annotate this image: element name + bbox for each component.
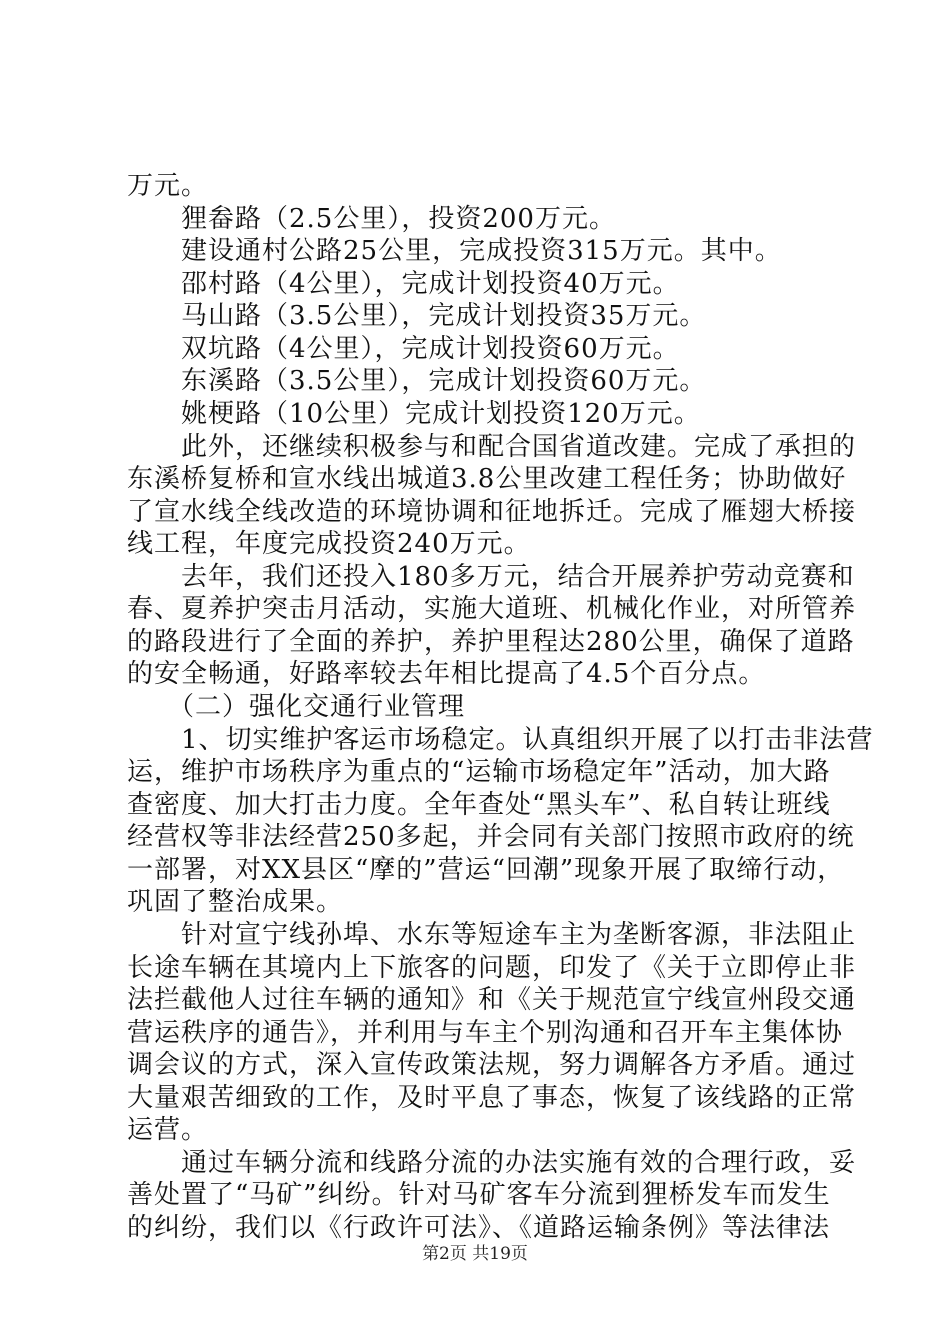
text-line: 营运秩序的通告》，并利用与车主个别沟通和召开车主集体协 bbox=[127, 1018, 844, 1048]
text-line: 巩固了整治成果。 bbox=[127, 887, 344, 917]
text-line: 去年，我们还投入180多万元，结合开展养护劳动竞赛和 bbox=[127, 562, 855, 592]
text-line: 针对宣宁线孙埠、水东等短途车主为垄断客源，非法阻止 bbox=[127, 920, 857, 950]
text-line: 了宣水线全线改造的环境协调和征地拆迁。完成了雁翅大桥接 bbox=[127, 497, 857, 527]
text-line: 此外，还继续积极参与和配合国省道改建。完成了承担的 bbox=[127, 432, 857, 462]
text-line: 调会议的方式，深入宣传政策法规，努力调解各方矛盾。通过 bbox=[127, 1050, 857, 1080]
text-line: 东溪桥复桥和宣水线出城道3.8公里改建工程任务；协助做好 bbox=[127, 464, 847, 494]
text-line: 的安全畅通，好路率较去年相比提高了4.5个百分点。 bbox=[127, 659, 766, 689]
text-line: 法拦截他人过往车辆的通知》和《关于规范宣宁线宣州段交通 bbox=[127, 985, 857, 1015]
page-number: 第2页 共19页 bbox=[422, 1244, 528, 1264]
text-line: 姚梗路（10公里）完成计划投资120万元。 bbox=[127, 399, 701, 429]
text-line: 邵村路（4公里），完成计划投资40万元。 bbox=[127, 269, 680, 299]
text-line: 查密度、加大打击力度。全年查处“黑头车”、私自转让班线 bbox=[127, 790, 831, 820]
text-line: 运营。 bbox=[127, 1115, 209, 1145]
text-line: 通过车辆分流和线路分流的办法实施有效的合理行政，妥 bbox=[127, 1148, 857, 1178]
text-line: 万元。 bbox=[127, 171, 209, 201]
text-line: 的路段进行了全面的养护，养护里程达280公里，确保了道路 bbox=[127, 627, 855, 657]
text-line: 狸畚路（2.5公里），投资200万元。 bbox=[127, 204, 616, 234]
text-line: 春、夏养护突击月活动，实施大道班、机械化作业，对所管养 bbox=[127, 594, 857, 624]
text-line: 建设通村公路25公里，完成投资315万元。其中。 bbox=[127, 236, 782, 266]
text-line: 运，维护市场秩序为重点的“运输市场稳定年”活动，加大路 bbox=[127, 757, 831, 787]
text-line: 马山路（3.5公里），完成计划投资35万元。 bbox=[127, 301, 707, 331]
text-line: 东溪路（3.5公里），完成计划投资60万元。 bbox=[127, 366, 707, 396]
text-line: 线工程，年度完成投资240万元。 bbox=[127, 529, 531, 559]
section-heading: （二）强化交通行业管理 bbox=[127, 692, 466, 722]
text-line: 善处置了“马矿”纠纷。针对马矿客车分流到狸桥发车而发生 bbox=[127, 1180, 831, 1210]
text-line: 1、切实维护客运市场稳定。认真组织开展了以打击非法营 bbox=[127, 725, 874, 755]
text-line: 经营权等非法经营250多起，并会同有关部门按照市政府的统 bbox=[127, 822, 855, 852]
text-line: 大量艰苦细致的工作，及时平息了事态，恢复了该线路的正常 bbox=[127, 1083, 857, 1113]
text-line: 一部署，对XX县区“摩的”营运“回潮”现象开展了取缔行动， bbox=[127, 855, 845, 885]
text-line: 长途车辆在其境内上下旅客的问题，印发了《关于立即停止非 bbox=[127, 953, 857, 983]
text-line: 的纠纷，我们以《行政许可法》、《道路运输条例》等法律法 bbox=[127, 1213, 831, 1243]
text-line: 双坑路（4公里），完成计划投资60万元。 bbox=[127, 334, 680, 364]
